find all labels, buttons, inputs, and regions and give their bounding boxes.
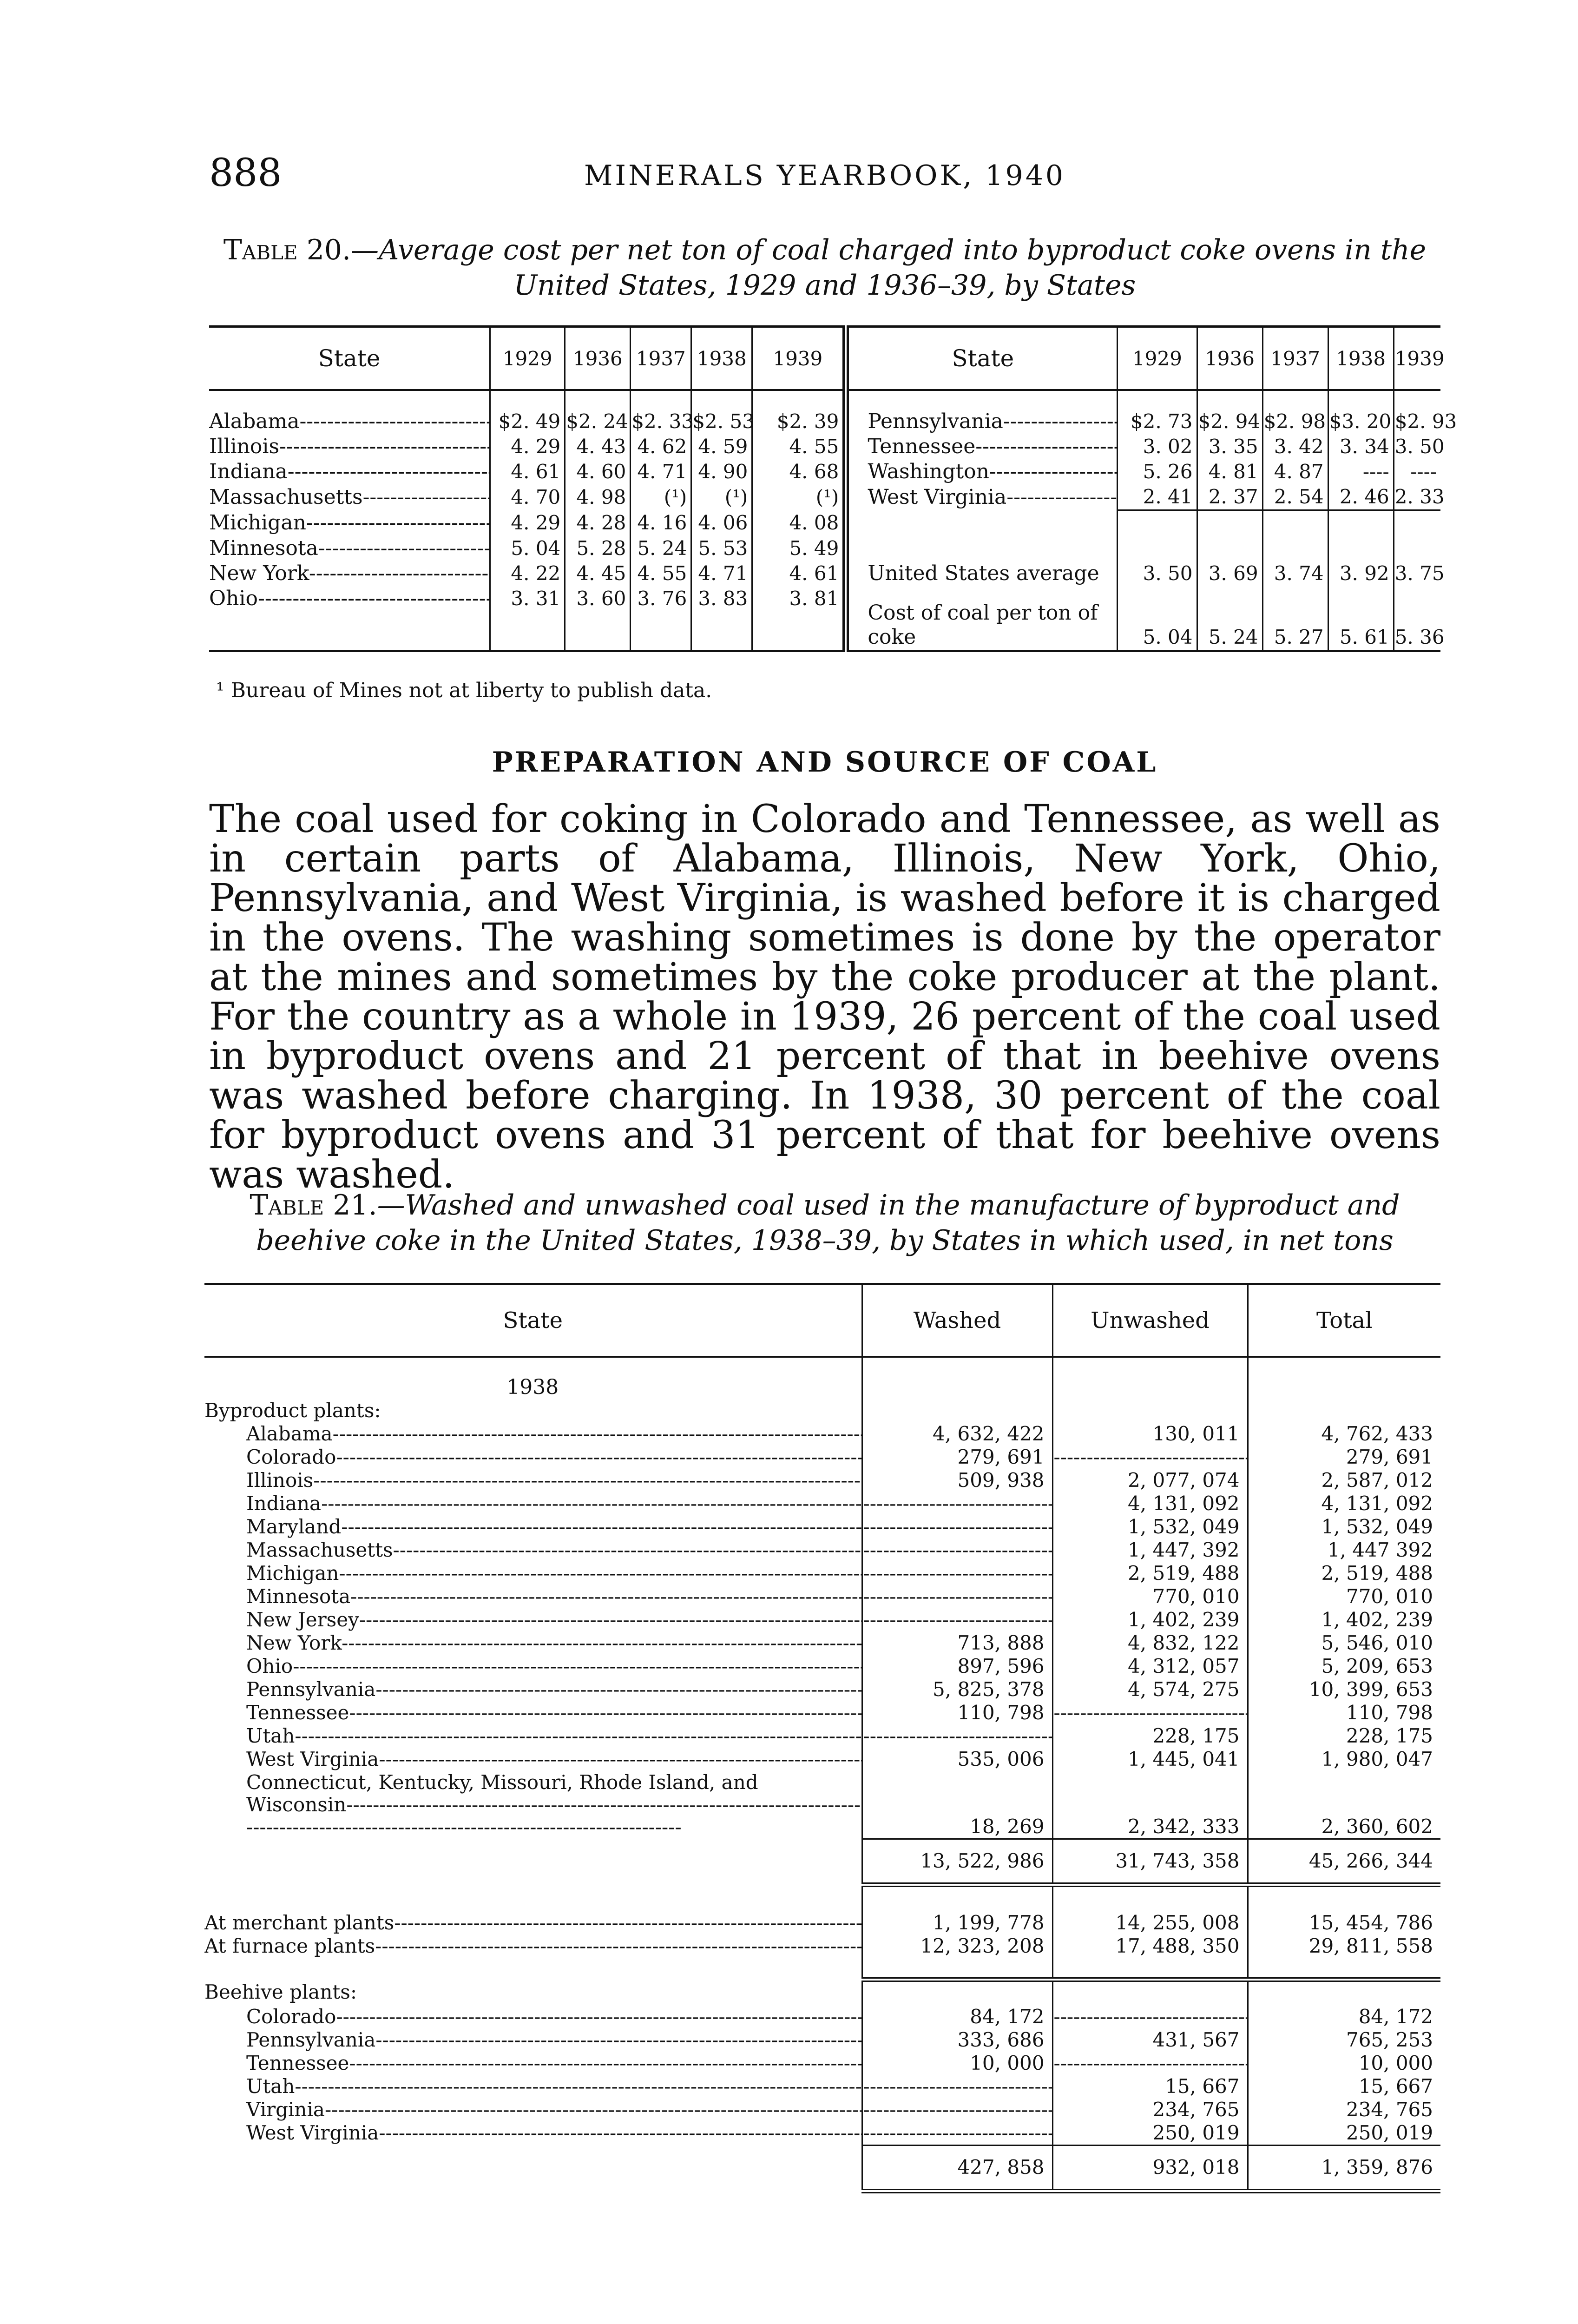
unwashed-cell: 770, 010 xyxy=(1052,1585,1248,1608)
total-cell: 1, 402, 239 xyxy=(1248,1608,1440,1631)
table20-col-state-right: State xyxy=(846,327,1117,390)
total-cell: 15, 454, 786 xyxy=(1248,1911,1440,1934)
value-cell: 4. 61 xyxy=(490,459,565,484)
value-cell: 4. 06 xyxy=(691,510,752,536)
value-cell: 4. 45 xyxy=(565,561,631,586)
table-row xyxy=(204,1357,1440,1399)
state-name: Alabama xyxy=(209,409,300,433)
total-cell: 1, 532, 049 xyxy=(1248,1515,1440,1538)
value-cell: 3. 35 xyxy=(1197,434,1262,459)
value-cell: 3. 50 xyxy=(1118,536,1197,586)
unwashed-cell: 1, 532, 049 xyxy=(1052,1515,1248,1538)
unwashed-total: 31, 743, 358 xyxy=(1052,1839,1248,1885)
state-name: At merchant plants xyxy=(204,1911,394,1934)
table21-header-row xyxy=(204,1284,1440,1357)
table20-col-1939: 1939 xyxy=(752,327,846,390)
value-cell: 4. 60 xyxy=(565,459,631,484)
unwashed-cell: 4, 131, 092 xyxy=(1052,1492,1248,1515)
washed-cell xyxy=(862,1585,1052,1608)
value-cell: 5. 61 xyxy=(1328,586,1394,651)
total-cell: 770, 010 xyxy=(1248,1585,1440,1608)
state-name: Utah xyxy=(246,2074,295,2098)
washed-cell: 84, 172 xyxy=(862,2005,1052,2028)
total-cell: 5, 546, 010 xyxy=(1248,1631,1440,1655)
value-cell: 5. 27 xyxy=(1262,586,1328,651)
state-name: Pennsylvania xyxy=(868,409,1003,433)
table-row xyxy=(209,434,1440,459)
table-row xyxy=(204,1422,1440,1446)
value-cell: 4. 22 xyxy=(490,561,565,586)
value-cell: 2. 54 xyxy=(1262,484,1328,510)
table20-col-1937-right: 1937 xyxy=(1262,327,1328,390)
value-cell: 4. 98 xyxy=(565,484,631,510)
table20 xyxy=(209,325,1457,652)
table20-label: Table 20. xyxy=(223,234,351,266)
unwashed-cell: 14, 255, 008 xyxy=(1052,1911,1248,1934)
table20-title: —Average cost per net ton of coal charged into byproduct coke ovens in the United States, 1929 and 1936–39, by States xyxy=(351,234,1427,302)
table20-col-1938-right: 1938 xyxy=(1328,327,1394,390)
table21-col-unwashed: Unwashed xyxy=(1052,1284,1248,1357)
value-cell: 3. 60 xyxy=(565,586,631,611)
value-cell: ---- xyxy=(1328,459,1394,484)
washed-cell xyxy=(862,1538,1052,1562)
total-cell: 110, 798 xyxy=(1248,1701,1440,1724)
state-name: Indiana xyxy=(246,1492,322,1515)
table-row xyxy=(204,1399,1440,1422)
table-row xyxy=(209,459,1440,484)
value-cell: (¹) xyxy=(752,484,846,510)
table-row xyxy=(204,2121,1440,2146)
state-name: Tennessee xyxy=(868,435,976,458)
page-number: 888 xyxy=(209,151,282,195)
value-cell: 4. 81 xyxy=(1197,459,1262,484)
value-cell: 4. 29 xyxy=(490,510,565,536)
value-cell: $3. 20 xyxy=(1328,390,1394,434)
table-row xyxy=(204,1631,1440,1655)
value-cell: $2. 49 xyxy=(490,390,565,434)
table-row xyxy=(204,1748,1440,1771)
total-cell: 15, 667 xyxy=(1248,2075,1440,2098)
washed-cell: 18, 269 xyxy=(862,1771,1052,1839)
table20-col-1937: 1937 xyxy=(631,327,691,390)
state-name: Massachusetts xyxy=(209,485,363,509)
total-cell: 279, 691 xyxy=(1248,1446,1440,1469)
unwashed-cell xyxy=(1052,1446,1248,1469)
washed-cell xyxy=(862,1608,1052,1631)
state-name: West Virginia xyxy=(246,1748,379,1770)
value-cell: 3. 69 xyxy=(1197,536,1262,586)
total-cell: 250, 019 xyxy=(1248,2121,1440,2146)
unwashed-cell: 234, 765 xyxy=(1052,2098,1248,2121)
running-head xyxy=(209,151,1440,193)
washed-total: 427, 858 xyxy=(862,2145,1052,2191)
washed-cell xyxy=(862,1492,1052,1515)
value-cell: 4. 71 xyxy=(691,561,752,586)
value-cell: 5. 24 xyxy=(1197,586,1262,651)
washed-cell: 897, 596 xyxy=(862,1655,1052,1678)
grand-total: 45, 266, 344 xyxy=(1248,1839,1440,1885)
value-cell: 5. 04 xyxy=(490,536,565,561)
value-cell: ---- xyxy=(1394,459,1440,484)
value-cell: 4. 29 xyxy=(490,434,565,459)
value-cell: 4. 43 xyxy=(565,434,631,459)
unwashed-cell: 4, 574, 275 xyxy=(1052,1678,1248,1701)
state-name: New York xyxy=(246,1631,342,1654)
total-cell: 10, 000 xyxy=(1248,2052,1440,2075)
unwashed-cell: 2, 342, 333 xyxy=(1052,1771,1248,1839)
state-name: Colorado xyxy=(246,1446,336,1468)
value-cell: 2. 41 xyxy=(1118,484,1197,510)
state-name: Tennessee xyxy=(246,1701,349,1724)
state-name: Minnesota xyxy=(209,536,318,560)
total-cell: 2, 587, 012 xyxy=(1248,1469,1440,1492)
table-row xyxy=(204,1934,1440,1980)
table-row xyxy=(204,1771,1440,1839)
state-name: New York xyxy=(209,561,309,585)
unwashed-cell: 431, 567 xyxy=(1052,2028,1248,2052)
value-cell: 5. 49 xyxy=(752,536,846,561)
unwashed-cell: 1, 447, 392 xyxy=(1052,1538,1248,1562)
unwashed-cell: 250, 019 xyxy=(1052,2121,1248,2146)
value-cell: 4. 70 xyxy=(490,484,565,510)
value-cell: 4. 61 xyxy=(752,561,846,586)
value-cell: 3. 76 xyxy=(631,586,691,611)
state-name: Ohio xyxy=(246,1655,293,1677)
table20-footnote: ¹ Bureau of Mines not at liberty to publish data. xyxy=(216,679,712,702)
table20-header-row xyxy=(209,327,1440,390)
state-name: Indiana xyxy=(209,460,288,483)
washed-cell xyxy=(862,1515,1052,1538)
value-cell: 4. 28 xyxy=(565,510,631,536)
table-row xyxy=(204,1724,1440,1748)
value-cell: 5. 26 xyxy=(1118,459,1197,484)
table-row xyxy=(204,1655,1440,1678)
group-label: Byproduct plants: xyxy=(204,1399,381,1422)
value-cell: 3. 42 xyxy=(1262,434,1328,459)
group-label: Beehive plants: xyxy=(204,1981,357,2003)
table20-col-1936: 1936 xyxy=(565,327,631,390)
state-name: Pennsylvania xyxy=(246,2028,376,2051)
value-cell: (¹) xyxy=(691,484,752,510)
state-name: Massachusetts xyxy=(246,1538,393,1561)
unwashed-cell xyxy=(1052,2052,1248,2075)
washed-cell: 10, 000 xyxy=(862,2052,1052,2075)
table-row xyxy=(204,2145,1440,2191)
table-row xyxy=(204,1585,1440,1608)
washed-cell: 279, 691 xyxy=(862,1446,1052,1469)
value-cell: $2. 73 xyxy=(1118,390,1197,434)
table21-col-state: State xyxy=(204,1284,862,1357)
value-cell: 3. 83 xyxy=(691,586,752,611)
value-cell: 4. 68 xyxy=(752,459,846,484)
value-cell: 3. 02 xyxy=(1118,434,1197,459)
washed-total: 13, 522, 986 xyxy=(862,1839,1052,1885)
state-name: At furnace plants xyxy=(204,1934,375,1957)
washed-cell xyxy=(862,1562,1052,1585)
table20-col-1929: 1929 xyxy=(490,327,565,390)
washed-cell xyxy=(862,2075,1052,2098)
unwashed-cell xyxy=(1052,2005,1248,2028)
table-row xyxy=(204,1911,1440,1934)
table-row xyxy=(204,1492,1440,1515)
state-name: Illinois xyxy=(209,435,280,458)
table-row xyxy=(204,1446,1440,1469)
state-name: Michigan xyxy=(209,511,306,535)
value-cell: 4. 90 xyxy=(691,459,752,484)
state-name: New Jersey xyxy=(246,1608,359,1631)
total-cell: 84, 172 xyxy=(1248,2005,1440,2028)
state-name: Colorado xyxy=(246,2005,336,2028)
table-row xyxy=(204,1469,1440,1492)
value-cell: 3. 31 xyxy=(490,586,565,611)
cost-per-ton-label: Cost of coal per ton of coke xyxy=(868,601,1098,649)
total-cell: 29, 811, 558 xyxy=(1248,1934,1440,1980)
value-cell: 4. 62 xyxy=(631,434,691,459)
unwashed-cell: 2, 077, 074 xyxy=(1052,1469,1248,1492)
value-cell: 4. 59 xyxy=(691,434,752,459)
total-cell: 4, 762, 433 xyxy=(1248,1422,1440,1446)
washed-cell: 5, 825, 378 xyxy=(862,1678,1052,1701)
table-row xyxy=(209,390,1440,434)
body-paragraph: The coal used for coking in Colorado and Tennessee, as well as in certain parts of Alabama, Illinois, New York, Ohio, Pennsylvania, and West Virginia, is washed before it is charged in the ovens. The washing sometimes is done by the operator at the mines and sometimes by the coke producer at the plant. For the country as a whole in 1939, 26 percent of the coal used in byproduct ovens and 21 percent of that in beehive ovens was washed before charging. In 1938, 30 percent of the coal for byproduct ovens and 31 percent of that for beehive ovens was washed. xyxy=(209,797,1440,1197)
grand-total: 1, 359, 876 xyxy=(1248,2145,1440,2191)
value-cell: 4. 16 xyxy=(631,510,691,536)
unwashed-cell: 2, 519, 488 xyxy=(1052,1562,1248,1585)
value-cell: $2. 53 xyxy=(691,390,752,434)
table-row xyxy=(204,1562,1440,1585)
table-row xyxy=(204,1608,1440,1631)
table-row xyxy=(204,2098,1440,2121)
state-name: Michigan xyxy=(246,1562,339,1585)
unwashed-cell: 1, 445, 041 xyxy=(1052,1748,1248,1771)
washed-cell: 110, 798 xyxy=(862,1701,1052,1724)
state-name: Connecticut, Kentucky, Missouri, Rhode Island, and Wisconsin xyxy=(246,1771,758,1816)
table-row xyxy=(204,1885,1440,1911)
value-cell: $2. 93 xyxy=(1394,390,1440,434)
washed-cell: 4, 632, 422 xyxy=(862,1422,1052,1446)
value-cell: 3. 92 xyxy=(1328,536,1394,586)
value-cell: $2. 39 xyxy=(752,390,846,434)
table21-col-total: Total xyxy=(1248,1284,1440,1357)
unwashed-cell: 4, 832, 122 xyxy=(1052,1631,1248,1655)
table20-col-1939-right: 1939 xyxy=(1394,327,1440,390)
unwashed-cell: 130, 011 xyxy=(1052,1422,1248,1446)
table-row xyxy=(204,2052,1440,2075)
section-heading: PREPARATION AND SOURCE OF COAL xyxy=(492,746,1158,779)
value-cell: (¹) xyxy=(631,484,691,510)
table-row xyxy=(204,1839,1440,1885)
value-cell: 5. 53 xyxy=(691,536,752,561)
state-name: Pennsylvania xyxy=(246,1678,376,1701)
table-row xyxy=(204,2028,1440,2052)
state-name: Ohio xyxy=(209,587,258,610)
state-name: Illinois xyxy=(246,1469,314,1492)
table-row xyxy=(209,586,1440,611)
value-cell: 5. 28 xyxy=(565,536,631,561)
value-cell: 4. 87 xyxy=(1262,459,1328,484)
value-cell: $2. 98 xyxy=(1262,390,1328,434)
unwashed-cell: 1, 402, 239 xyxy=(1052,1608,1248,1631)
value-cell: 2. 46 xyxy=(1328,484,1394,510)
table21-label: Table 21. xyxy=(250,1189,377,1221)
value-cell: 3. 74 xyxy=(1262,536,1328,586)
unwashed-total: 932, 018 xyxy=(1052,2145,1248,2191)
table-row xyxy=(204,2075,1440,2098)
value-cell: 2. 37 xyxy=(1197,484,1262,510)
washed-cell xyxy=(862,1724,1052,1748)
value-cell: 5. 24 xyxy=(631,536,691,561)
table20-col-1938: 1938 xyxy=(691,327,752,390)
table-row xyxy=(204,1701,1440,1724)
running-title: MINERALS YEARBOOK, 1940 xyxy=(584,159,1066,192)
total-cell: 765, 253 xyxy=(1248,2028,1440,2052)
total-cell: 228, 175 xyxy=(1248,1724,1440,1748)
state-name: Washington xyxy=(868,460,989,483)
table20-col-1936-right: 1936 xyxy=(1197,327,1262,390)
state-name: Virginia xyxy=(246,2098,325,2121)
table20-caption xyxy=(209,232,1440,303)
washed-cell xyxy=(862,2098,1052,2121)
value-cell: 4. 55 xyxy=(631,561,691,586)
total-cell: 234, 765 xyxy=(1248,2098,1440,2121)
state-name: Utah xyxy=(246,1724,295,1747)
table-row xyxy=(209,536,1440,561)
value-cell: $2. 94 xyxy=(1197,390,1262,434)
table21-caption xyxy=(209,1188,1440,1258)
value-cell: 4. 71 xyxy=(631,459,691,484)
value-cell: 5. 04 xyxy=(1118,586,1197,651)
value-cell: 4. 55 xyxy=(752,434,846,459)
unwashed-cell xyxy=(1052,1701,1248,1724)
state-name: West Virginia xyxy=(868,485,1007,509)
washed-cell: 12, 323, 208 xyxy=(862,1934,1052,1980)
washed-cell: 1, 199, 778 xyxy=(862,1911,1052,1934)
total-cell: 4, 131, 092 xyxy=(1248,1492,1440,1515)
table-row xyxy=(209,484,1440,510)
year-label: 1938 xyxy=(506,1375,559,1399)
unwashed-cell: 17, 488, 350 xyxy=(1052,1934,1248,1980)
value-cell: 3. 50 xyxy=(1394,434,1440,459)
table-row xyxy=(204,1515,1440,1538)
washed-cell: 713, 888 xyxy=(862,1631,1052,1655)
us-average-label: United States average xyxy=(868,561,1099,585)
total-cell: 1, 447 392 xyxy=(1248,1538,1440,1562)
unwashed-cell: 15, 667 xyxy=(1052,2075,1248,2098)
state-name: Minnesota xyxy=(246,1585,351,1608)
state-name: West Virginia xyxy=(246,2121,379,2145)
table-row xyxy=(209,510,1440,536)
table21 xyxy=(204,1283,1440,2193)
value-cell: $2. 33 xyxy=(631,390,691,434)
table21-title: —Washed and unwashed coal used in the manufacture of byproduct and beehive coke in the United States, 1938–39, by States in which used, in net tons xyxy=(256,1189,1400,1257)
state-name: Alabama xyxy=(246,1422,333,1445)
state-name: Tennessee xyxy=(246,2051,349,2074)
washed-cell: 535, 006 xyxy=(862,1748,1052,1771)
table-row xyxy=(204,1538,1440,1562)
unwashed-cell: 228, 175 xyxy=(1052,1724,1248,1748)
total-cell: 5, 209, 653 xyxy=(1248,1655,1440,1678)
value-cell: 3. 81 xyxy=(752,586,846,611)
state-name: Maryland xyxy=(246,1515,342,1538)
washed-cell: 509, 938 xyxy=(862,1469,1052,1492)
total-cell: 10, 399, 653 xyxy=(1248,1678,1440,1701)
table-row xyxy=(204,1678,1440,1701)
table20-col-state: State xyxy=(209,327,490,390)
value-cell: 3. 34 xyxy=(1328,434,1394,459)
value-cell: 4. 08 xyxy=(752,510,846,536)
table-row xyxy=(204,1980,1440,2005)
value-cell: 2. 33 xyxy=(1394,484,1440,510)
value-cell: 3. 75 xyxy=(1394,536,1440,586)
total-cell: 2, 519, 488 xyxy=(1248,1562,1440,1585)
value-cell: 5. 36 xyxy=(1394,586,1440,651)
table21-col-washed: Washed xyxy=(862,1284,1052,1357)
washed-cell: 333, 686 xyxy=(862,2028,1052,2052)
table-row xyxy=(204,2005,1440,2028)
table20-col-1929-right: 1929 xyxy=(1118,327,1197,390)
washed-cell xyxy=(862,2121,1052,2146)
value-cell: $2. 24 xyxy=(565,390,631,434)
total-cell: 2, 360, 602 xyxy=(1248,1771,1440,1839)
unwashed-cell: 4, 312, 057 xyxy=(1052,1655,1248,1678)
total-cell: 1, 980, 047 xyxy=(1248,1748,1440,1771)
